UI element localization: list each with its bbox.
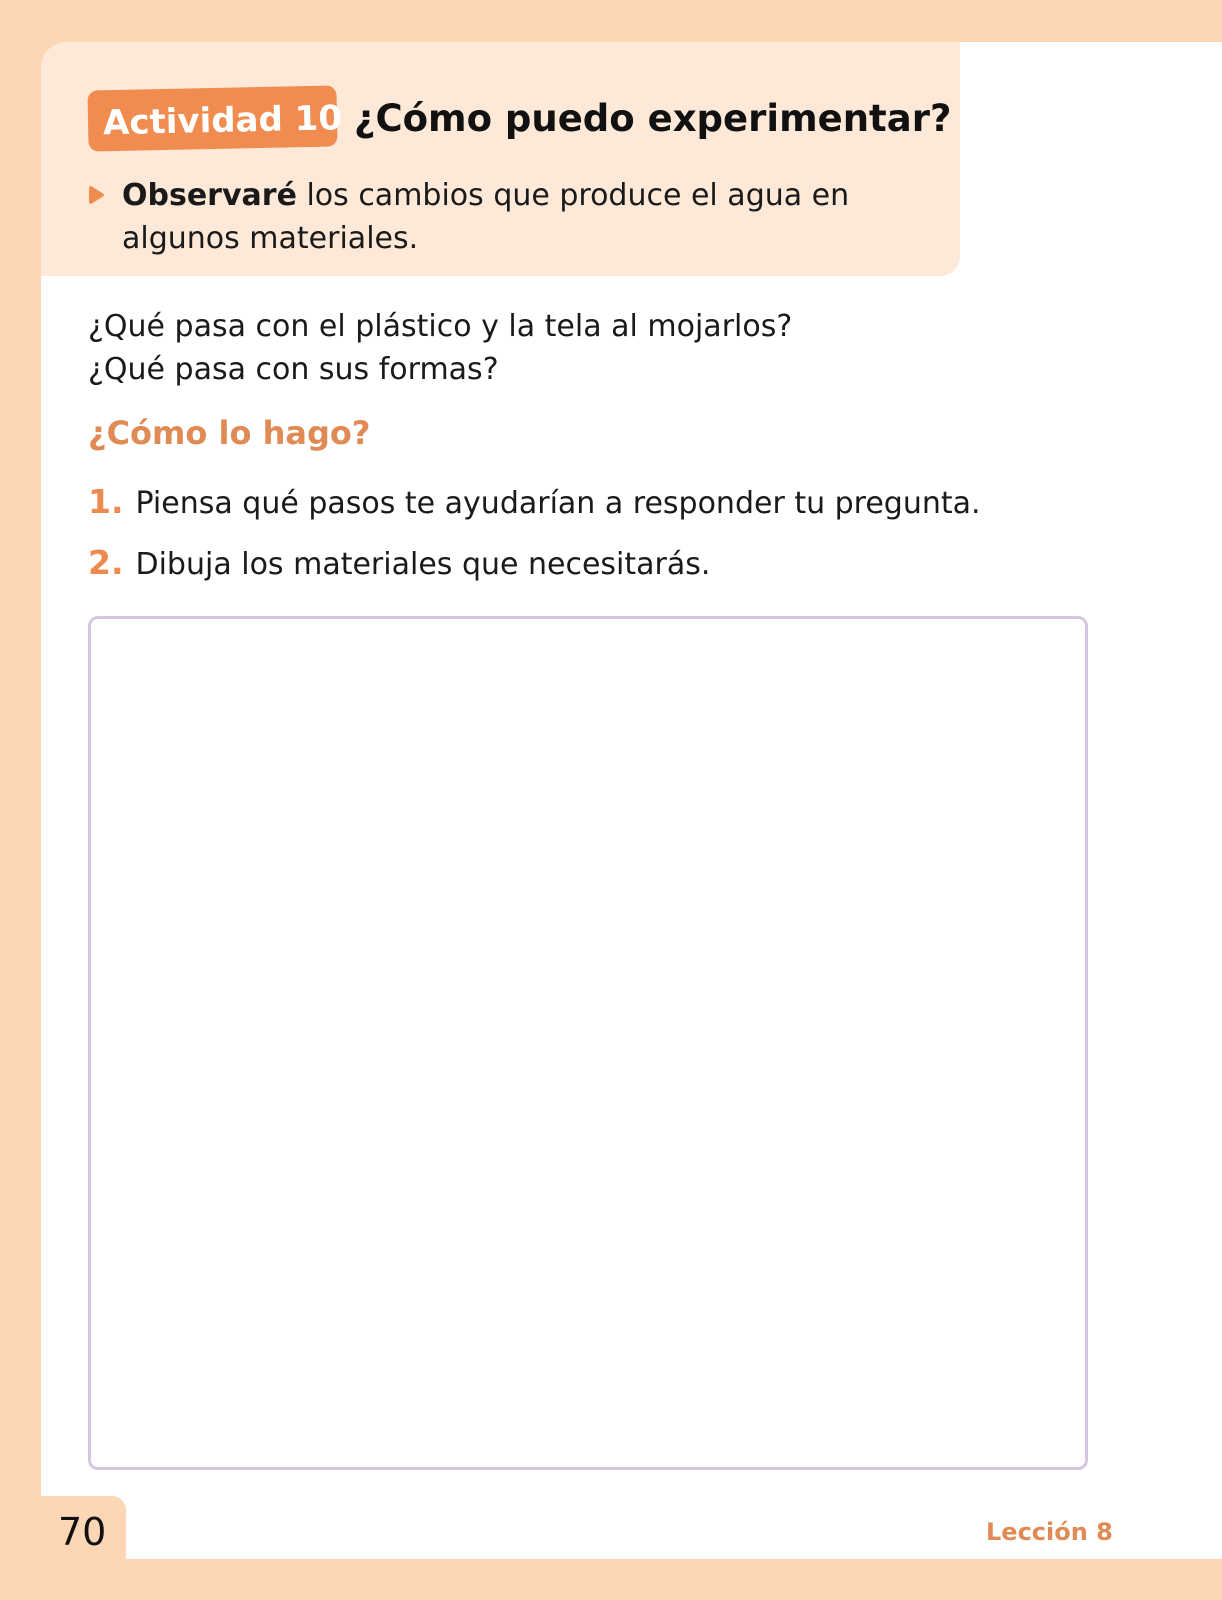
activity-title: ¿Cómo puedo experimentar? <box>354 97 952 140</box>
lesson-label: Lección 8 <box>986 1518 1113 1546</box>
question-line: ¿Qué pasa con sus formas? <box>88 352 499 387</box>
step-number: 2. <box>88 543 124 582</box>
activity-badge <box>87 85 343 151</box>
arrow-right-icon <box>88 184 106 206</box>
activity-label: Actividad 10 <box>102 98 343 144</box>
activity-objective <box>122 174 882 260</box>
step-item <box>88 543 710 582</box>
objective-text: los cambios que produce el agua en algunos materiales. <box>122 178 850 256</box>
section-heading: ¿Cómo lo hago? <box>88 414 371 452</box>
drawing-area[interactable] <box>88 616 1088 1470</box>
step-text: Dibuja los materiales que necesitarás. <box>135 547 711 582</box>
step-item <box>88 482 981 521</box>
step-number: 1. <box>88 482 124 521</box>
guiding-questions <box>88 305 792 391</box>
step-text: Piensa qué pasos te ayudarían a responder tu pregunta. <box>135 486 981 521</box>
bottom-border-band <box>0 1559 1222 1600</box>
objective-verb: Observaré <box>122 178 297 213</box>
question-line: ¿Qué pasa con el plástico y la tela al mojarlos? <box>88 309 793 344</box>
page-number: 70 <box>58 1510 107 1554</box>
